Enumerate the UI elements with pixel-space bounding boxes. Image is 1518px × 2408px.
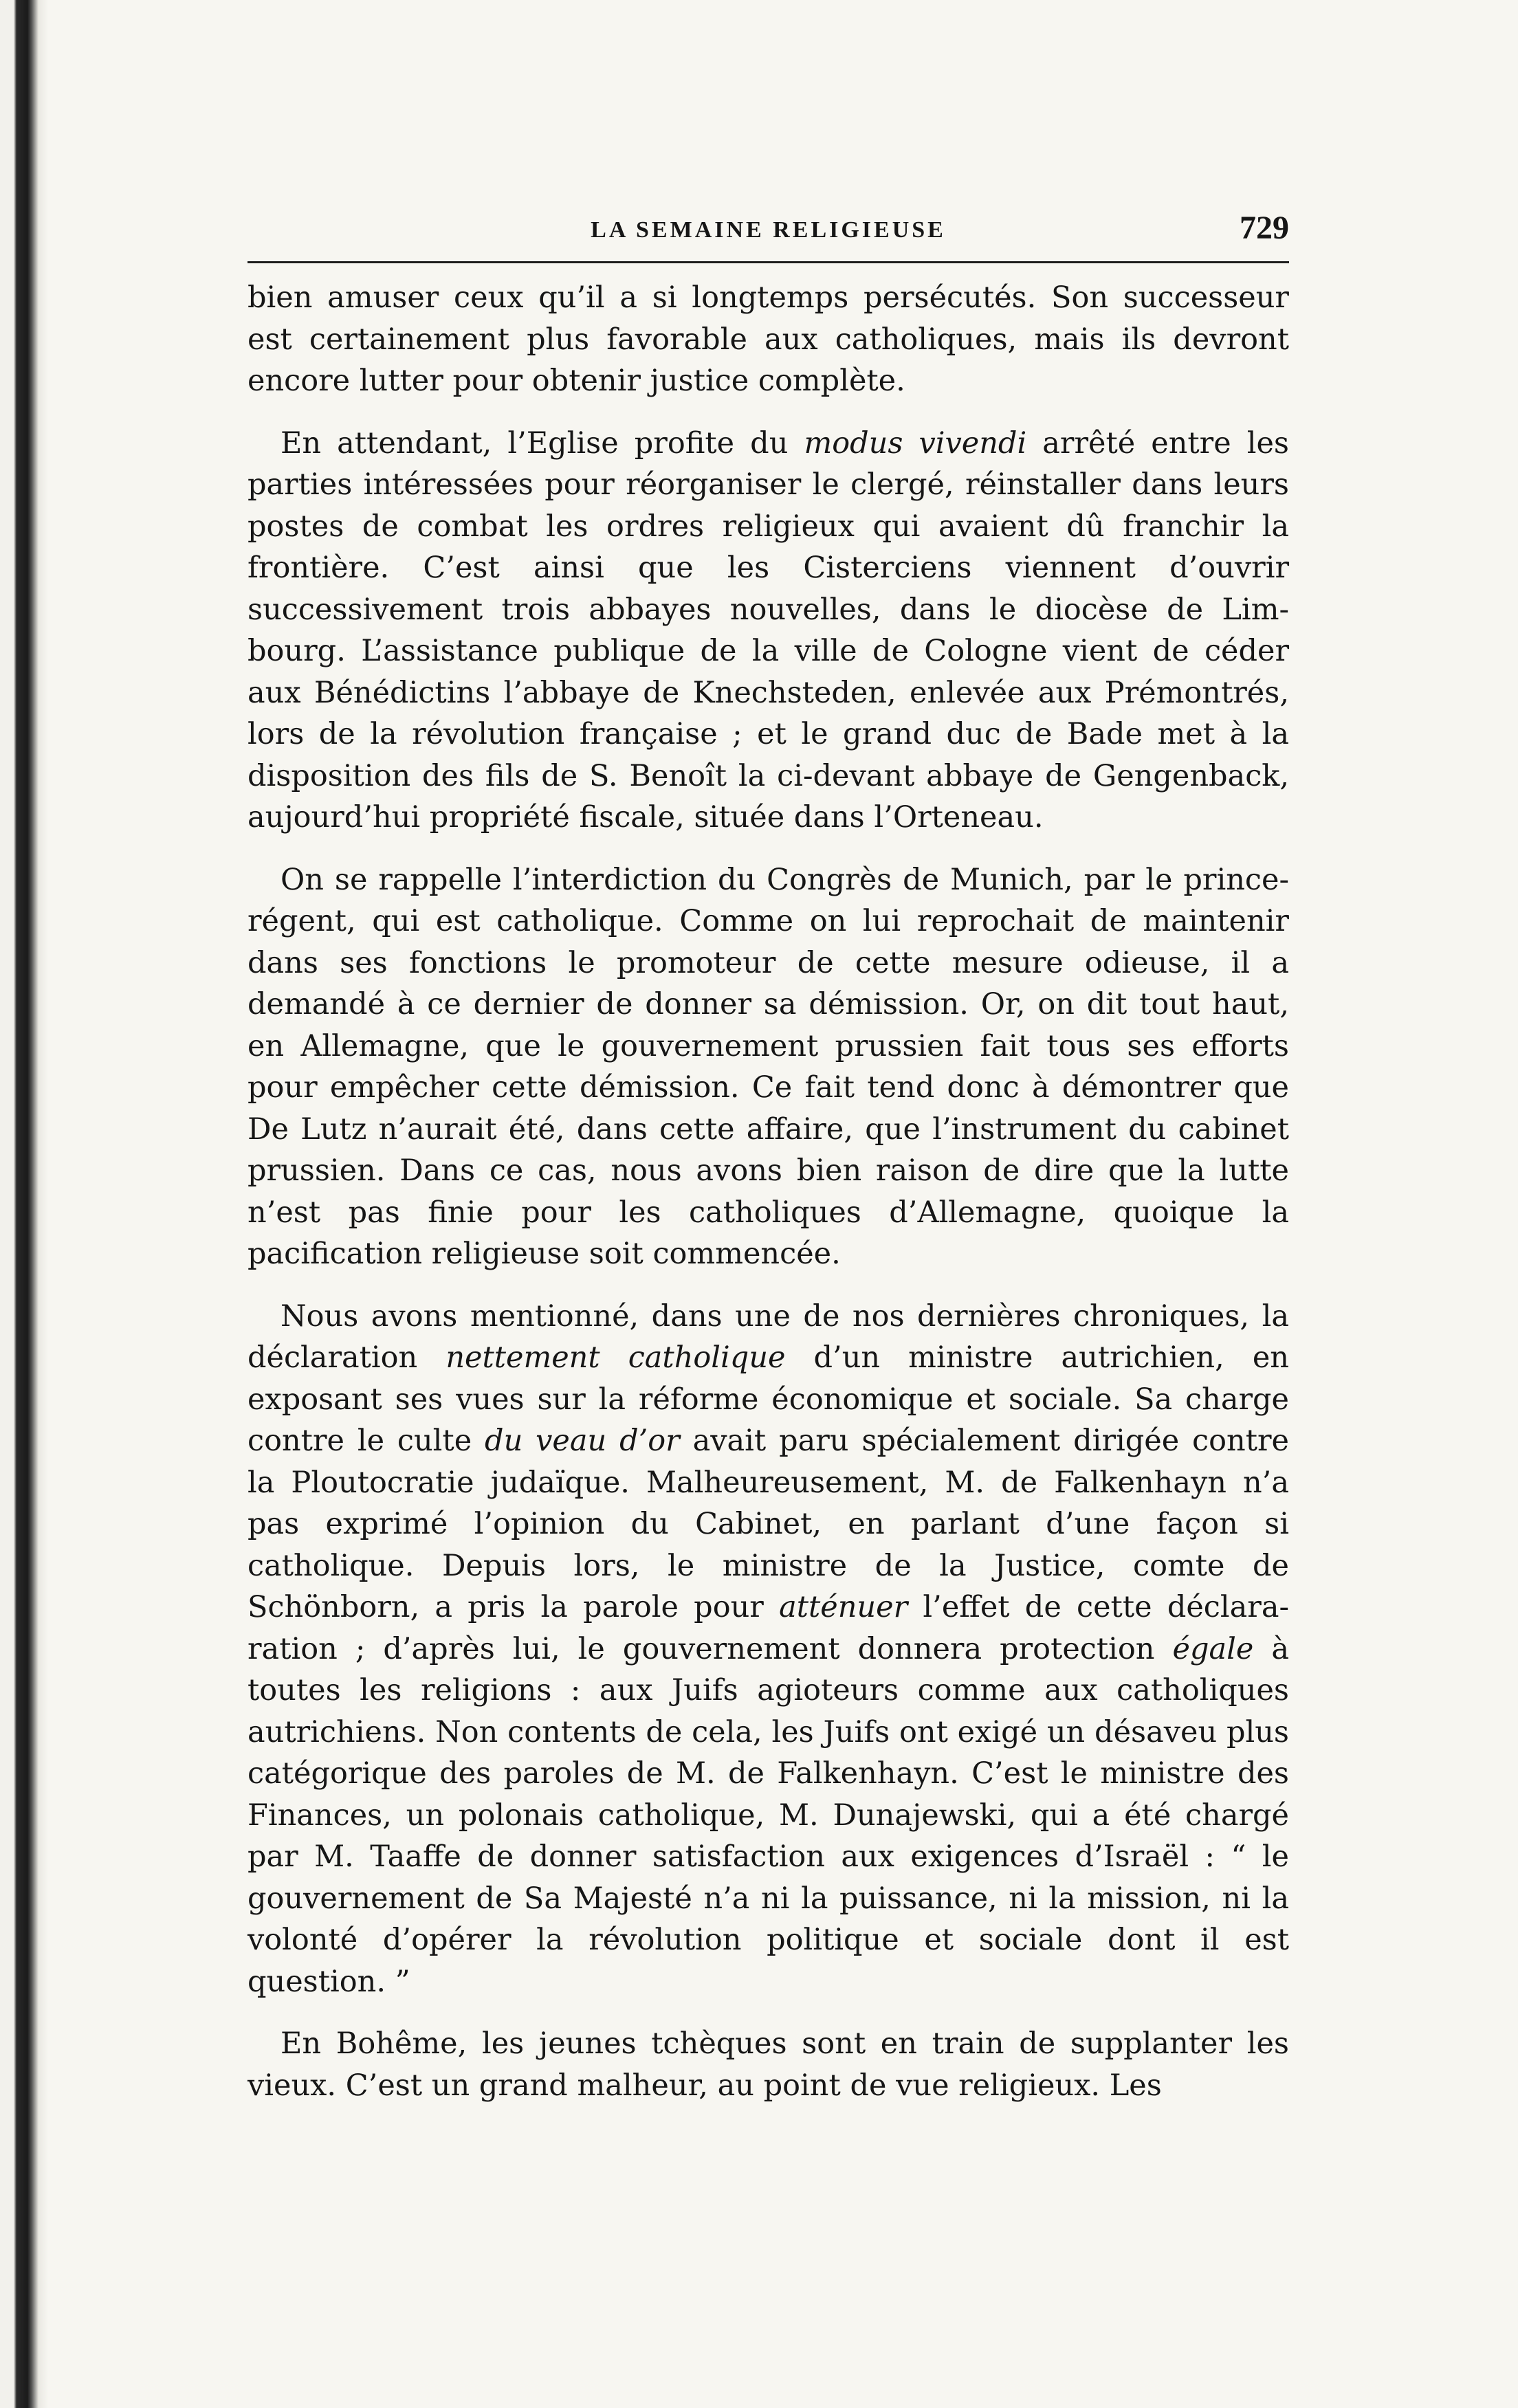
- body-text: [248, 277, 1289, 2106]
- text-run: avait paru spécialement dirigée contre la Ploutocratie judaïque. Malheureusement, M. de Falkenhayn n’a pas exprimé l’opinion du Cabinet, en parlant d’une façon si catholique. Depuis lors, le ministre de la Justice, comte de Schönborn, a pris la parole pour: [248, 1424, 1289, 1624]
- italic-text: modus vivendi: [804, 426, 1027, 461]
- text-run: d’un ministre autrichien, en exposant ses vues sur la réforme économique et sociale. Sa charge contre le culte: [248, 1340, 1289, 1458]
- text-run: bien amuser ceux qu’il a si longtemps persécutés. Son successeur est certainement plus favorable aux catholiques, mais ils devront encore lutter pour obtenir justice complète.: [248, 280, 1289, 398]
- paragraph-boheme: [248, 2023, 1289, 2106]
- paragraph-continuation: [248, 277, 1289, 402]
- header-rule: [248, 261, 1289, 263]
- paragraph-autriche: [248, 1296, 1289, 2003]
- text-run: arrêté entre les parties intéressées pour réorganiser le clergé, réinstaller dans leurs postes de combat les ordres religieux qui avaient dû franchir la frontière. C’est ainsi que les Cisterciens viennent d’ouvrir successivement trois abbayes nouvelles, dans le diocèse de Limbourg. L’assistance publique de la ville de Cologne vient de céder aux Bénédictins l’abbaye de Knechsteden, enlevée aux Prémontrés, lors de la révolution française ; et le grand duc de Bade met à la disposition des fils de S. Benoît la ci-devant abbaye de Gengenback, aujourd’hui propriété fiscale, située dans l’Orteneau.: [248, 426, 1289, 835]
- running-head: [248, 206, 1289, 261]
- text-run: l’effet de cette déclararation ; d’après lui, le gouvernement donnera protection: [248, 1590, 1289, 1666]
- paragraph-munich: [248, 859, 1289, 1275]
- page-number: 729: [1240, 210, 1289, 246]
- italic-text: égale: [1172, 1631, 1254, 1666]
- italic-text: nettement catholique: [446, 1340, 786, 1375]
- text-run: En Bohême, les jeunes tchèques sont en train de supplanter les vieux. C’est un grand malheur, au point de vue religieux. Les: [248, 2026, 1289, 2103]
- text-run: à toutes les religions : aux Juifs agioteurs comme aux catholiques autrichiens. Non contents de cela, les Juifs ont exigé un désaveu plus catégorique des paroles de M. de Falkenhayn. C’est le ministre des Finances, un polonais catholique, M. Dunajewski, qui a été chargé par M. Taaffe de donner satisfaction aux exigences d’Israël : “ le gouvernement de Sa Majesté n’a ni la puissance, ni la mission, ni la volonté d’opérer la révolution politique et sociale dont il est question. ”: [248, 1631, 1289, 1999]
- paragraph-cisterciens: [248, 423, 1289, 839]
- text-run: On se rappelle l’interdiction du Congrès de Munich, par le prince-régent, qui est catholique. Comme on lui reprochait de maintenir dans ses fonctions le promoteur de cette mesure odieuse, il a demandé à ce dernier de donner sa démission. Or, on dit tout haut, en Allemagne, que le gouvernement prussien fait tous ses efforts pour empêcher cette démission. Ce fait tend donc à démontrer que De Lutz n’aurait été, dans cette affaire, que l’instrument du cabinet prussien. Dans ce cas, nous avons bien raison de dire que la lutte n’est pas finie pour les catholiques d’Allemagne, quoique la pacification religieuse soit commencée.: [248, 862, 1289, 1271]
- book-binding-edge: [0, 0, 48, 2408]
- text-run: Nous avons mentionné, dans une de nos dernières chroniques, la déclaration: [248, 1299, 1289, 1375]
- italic-text: du veau d’or: [485, 1424, 680, 1458]
- text-run: En attendant, l’Eglise profite du: [280, 426, 804, 461]
- running-title: LA SEMAINE RELIGIEUSE: [591, 217, 946, 243]
- italic-text: atténuer: [779, 1590, 908, 1624]
- book-page: [248, 206, 1289, 2127]
